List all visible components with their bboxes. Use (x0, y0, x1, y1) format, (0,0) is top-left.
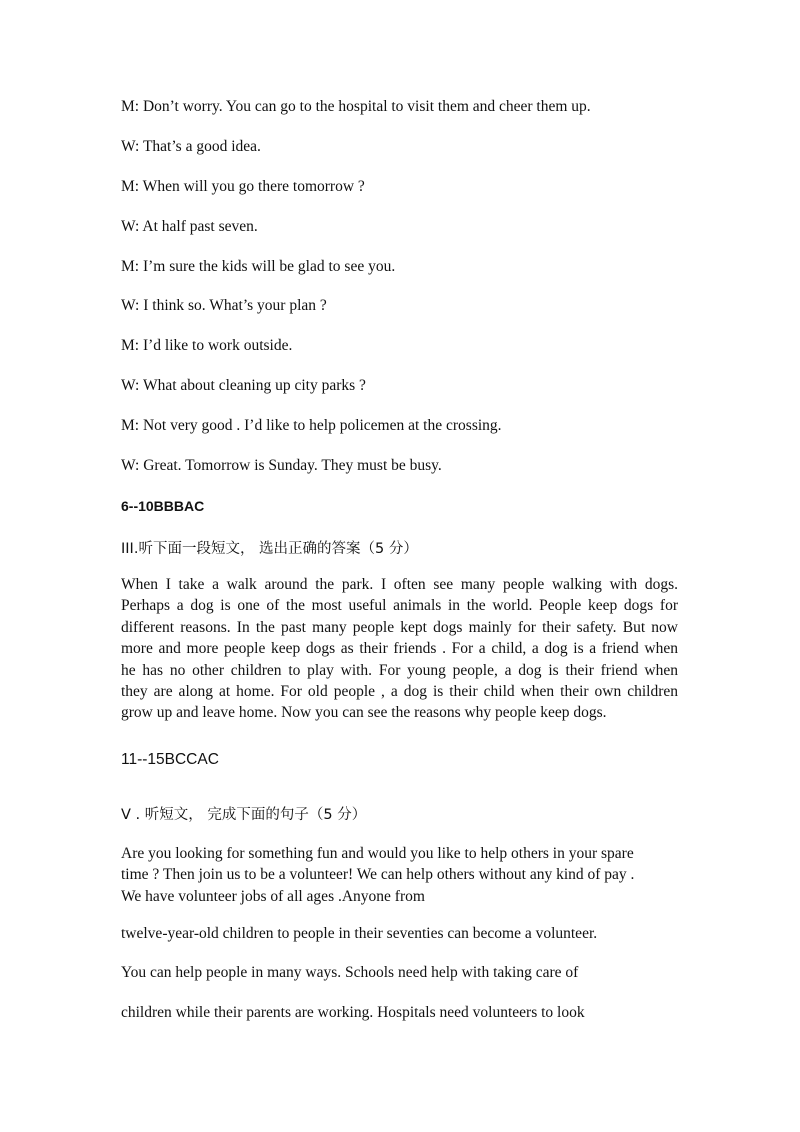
passage-line: twelve-year-old children to people in their seventies can become a volunteer. (121, 925, 598, 942)
dialogue-line: M: When will you go there tomorrow ? (121, 178, 365, 195)
passage-line: time ? Then join us to be a volunteer! We can help others without any kind of pay . (121, 866, 635, 884)
passage-line: different reasons. In the past many people kept dogs mainly for their safety. But now (121, 618, 678, 636)
answer-key-6-10: 6--10BBBAC (121, 498, 205, 514)
passage-line: he has no other children to play with. For young people, a dog is their friend when (121, 661, 678, 679)
section-3-passage (121, 574, 678, 724)
passage-line: children while their parents are working. Hospitals need volunteers to look (121, 1004, 585, 1021)
passage-line: Are you looking for something fun and would you like to help others in your spare (121, 845, 634, 862)
passage-line: Perhaps a dog is one of the most useful animals in the world. People keep dogs for (121, 597, 678, 615)
dialogue-line: M: Don’t worry. You can go to the hospital to visit them and cheer them up. (121, 98, 591, 115)
section-5-heading: V . 听短文， 完成下面的句子（5 分） (121, 807, 367, 823)
passage-line: We have volunteer jobs of all ages .Anyone from (121, 887, 425, 905)
dialogue-line: W: I think so. What’s your plan ? (121, 297, 327, 314)
dialogue-line: W: Great. Tomorrow is Sunday. They must be busy. (121, 457, 442, 474)
section-5-passage (121, 843, 681, 907)
section-3-heading: III.听下面一段短文， 选出正确的答案（5 分） (121, 541, 418, 557)
dialogue-line: W: At half past seven. (121, 218, 258, 235)
dialogue-line: W: That’s a good idea. (121, 138, 261, 155)
passage-line: grow up and leave home. Now you can see the reasons why people keep dogs. (121, 704, 607, 722)
dialogue-line: W: What about cleaning up city parks ? (121, 377, 366, 394)
passage-line: When I take a walk around the park. I often see many people walking with dogs. (121, 576, 678, 593)
answer-key-11-15: 11--15BCCAC (121, 751, 219, 768)
passage-line: You can help people in many ways. Schools need help with taking care of (121, 964, 579, 981)
passage-line: they are along at home. For old people , a dog is their child when their own children (121, 683, 678, 701)
dialogue-line: M: I’d like to work outside. (121, 337, 293, 354)
passage-line: more and more people keep dogs as their friends . For a child, a dog is a friend when (121, 640, 678, 658)
dialogue-line: M: Not very good . I’d like to help policemen at the crossing. (121, 417, 502, 434)
dialogue-line: M: I’m sure the kids will be glad to see you. (121, 258, 396, 275)
